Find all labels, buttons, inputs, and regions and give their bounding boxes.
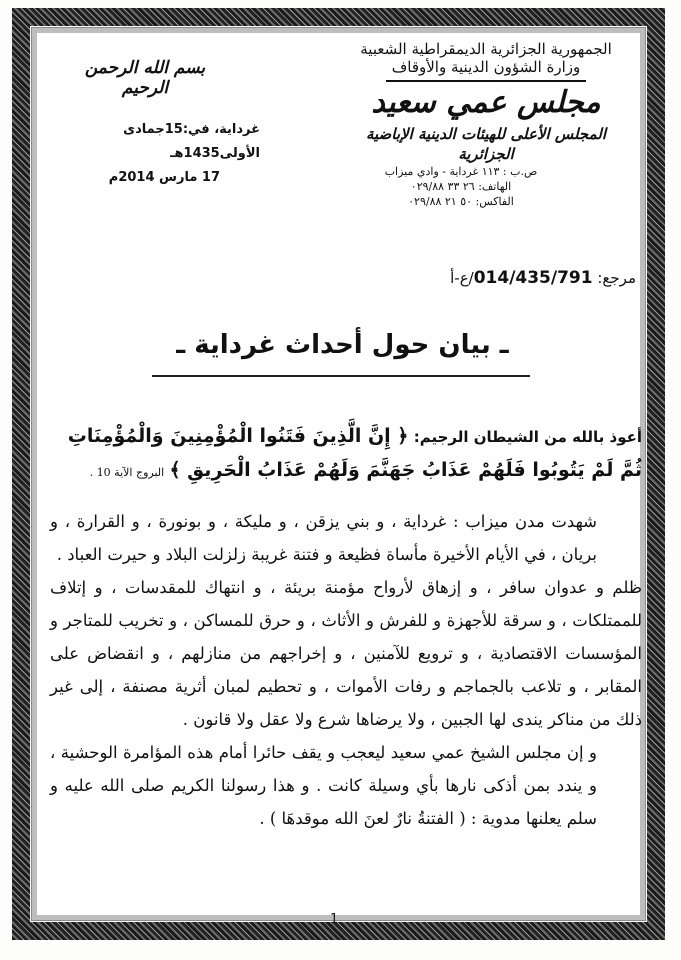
verse-reference: البروج الآية 10 .	[89, 466, 165, 479]
header-divider	[386, 80, 586, 82]
hijri-date: غرداية، في:15جمادى الأولى1435هـ	[123, 122, 260, 161]
letterhead	[351, 40, 621, 209]
council-name: مجلس عمي سعيد	[371, 85, 601, 120]
reference-line	[450, 268, 636, 288]
statement-body	[50, 505, 642, 835]
republic-name: الجمهورية الجزائرية الديمقراطية الشعبية	[360, 40, 612, 58]
phone-number: الهاتف: ٢٦ ٣٣ ٠٢٩/٨٨	[410, 180, 512, 193]
ministry-name: وزارة الشؤون الدينية والأوقاف	[391, 58, 581, 76]
fax-number: الفاكس: ٥٠ ٢١ ٠٢٩/٨٨	[408, 195, 514, 208]
quran-section	[50, 420, 642, 489]
gregorian-date: 17 مارس 2014م	[108, 170, 220, 185]
basmala: بسم الله الرحمن الرحيم	[84, 58, 206, 98]
page-number: 1	[330, 912, 339, 927]
date-block	[60, 118, 260, 190]
paragraph-3: و إن مجلس الشيخ عمي سعيد ليعجب و يقف حائرا أمام هذه المؤامرة الوحشية ، و يندد بمن أذكى نارها بأي وسيلة كانت . و هذا رسولنا الكريم صلى الله عليه و سلم يعلنها مدوية : ( الفتنةُ نارٌ لعنَ الله موقدهَا ) .	[50, 743, 597, 828]
reference-number: 014/435/791	[473, 268, 593, 288]
council-subtitle: المجلس الأعلى للهيئات الدينية الإباضية الجزائرية	[365, 125, 607, 163]
quran-paragraph	[50, 420, 642, 489]
quran-verse: ﴿ إِنَّ الَّذِينَ فَتَنُوا الْمُؤْمِنِينَ وَالْمُؤْمِنَاتِ ثُمَّ لَمْ يَتُوبُوا فَلَهُمْ عَذَابُ جَهَنَّمَ وَلَهُمْ عَذَابُ الْحَرِيقِ ﴾	[67, 425, 642, 481]
paragraph-1: شهدت مدن ميزاب : غرداية ، و بني يزقن ، و مليكة ، و بونورة ، و القرارة ، و بريان ، في الأيام الأخيرة مأساة فظيعة و فتنة غريبة زلزلت البلاد و حيرت العباد .	[50, 512, 597, 564]
paragraph-2: ظلم و عدوان سافر ، و إزهاق لأرواح مؤمنة بريئة ، و انتهاك للمقدسات ، و إتلاف للممتلكات ، و سرقة للأجهزة و للفرش و الأثاث ، و حرق للمساكن ، و تخريب للمتاجر و المؤسسات الاقتصادية ، و ترويع للآمنين ، و إخراجهم من منازلهم ، و انقضاض على المقابر ، و تلاعب بالجماجم و رفات الأموات ، و تحطيم لمبان أثرية مصنفة ، إلى غير ذلك من مناكر يندى لها الجبين ، ولا يرضاها شرع ولا عقل ولا قانون .	[50, 578, 642, 729]
reference-label: مرجع:	[597, 269, 636, 287]
title-underline	[152, 375, 530, 377]
isti3adha: أعوذ بالله من الشيطان الرجيم:	[413, 428, 642, 446]
document-title: ـ بيان حول أحداث غرداية ـ	[176, 330, 509, 360]
po-box: ص.ب : ١١٣ غرداية - وادي ميزاب	[384, 165, 538, 178]
reference-suffix: /ع-أ	[450, 269, 474, 287]
